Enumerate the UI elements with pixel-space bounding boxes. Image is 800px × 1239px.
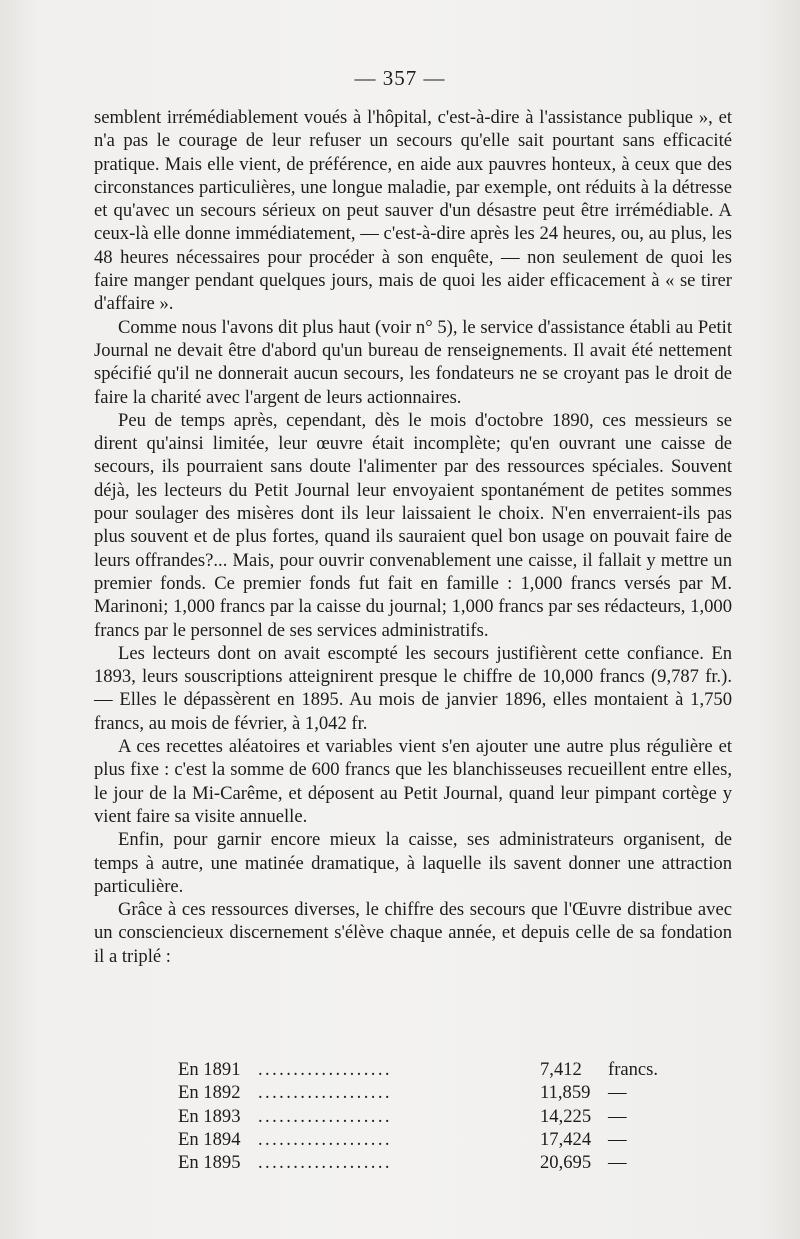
table-year: En 1894 — [178, 1128, 241, 1150]
paragraph-3: Peu de temps après, cependant, dès le mois d'octobre 1890, ces messieurs se dirent qu'ainsi limitée, leur œuvre était incomplète; qu'en ouvrant une caisse de secours, ils pourraient sans doute l'alimenter par des ressources spéciales. Souvent déjà, les lecteurs du Petit Journal leur envoyaient spontanément de petites sommes pour soulager des misères dont ils leur laissaient le choix. N'en enverraient-ils pas plus souvent et de plus fortes, quand ils sauraient quel bon usage on pouvait faire de leurs offrandes?... Mais, pour ouvrir convenablement une caisse, il fallait y mettre un premier fonds. Ce premier fonds fut fait en famille : 1,000 francs versés par M. Marinoni; 1,000 francs par la caisse du journal; 1,000 francs par ses rédacteurs, 1,000 francs par le personnel de ses services administratifs. — [94, 409, 732, 641]
table-year: En 1891 — [178, 1059, 241, 1080]
table-leader-dots: ................... — [258, 1059, 392, 1080]
page-number: — 357 — — [354, 66, 446, 90]
table-unit: — — [608, 1128, 627, 1150]
table-leader-dots: ................... — [258, 1152, 392, 1174]
table-unit: francs. — [608, 1059, 659, 1080]
table-year: En 1892 — [178, 1082, 241, 1104]
table-row — [178, 1105, 678, 1128]
table-value: 7,412 — [540, 1059, 582, 1080]
table-row — [178, 1058, 678, 1081]
paragraph-6: Enfin, pour garnir encore mieux la caisse, ses administrateurs organisent, de temps à autre, une matinée dramatique, à laquelle ils savent donner une attraction particulière. — [94, 829, 732, 897]
table-row — [178, 1081, 678, 1104]
paragraph-7: Grâce à ces ressources diverses, le chiffre des secours que l'Œuvre distribue avec un consciencieux discernement s'élève chaque année, et depuis celle de sa fondation il a triplé : — [94, 899, 732, 967]
table-year: En 1895 — [178, 1152, 241, 1174]
table-row — [178, 1151, 678, 1174]
table-leader-dots: ................... — [258, 1105, 392, 1127]
table-unit: — — [608, 1105, 627, 1127]
paragraph-5: A ces recettes aléatoires et variables vient s'en ajouter une autre plus régulière et plus fixe : c'est la somme de 600 francs que les blanchisseuses recueillent entre elles, le jour de la Mi-Carême, et déposent au Petit Journal, quand leur pimpant cortège y vient faire sa visite annuelle. — [94, 736, 732, 827]
table-value: 14,225 — [540, 1105, 592, 1127]
table-value: 11,859 — [540, 1082, 591, 1104]
table-row — [178, 1128, 678, 1151]
table-unit: — — [608, 1082, 627, 1104]
table-unit: — — [608, 1152, 627, 1174]
yearly-relief-table — [178, 1058, 678, 1174]
table-leader-dots: ................... — [258, 1082, 392, 1104]
table-value: 17,424 — [540, 1128, 592, 1150]
body-text — [94, 106, 732, 968]
paragraph-1: semblent irrémédiablement voués à l'hôpital, c'est-à-dire à l'assistance publique », et n'a pas le courage de leur refuser un secours qu'elle sait pourtant sans efficacité pratique. Mais elle vient, de préférence, en aide aux pauvres honteux, à ceux que des circonstances particulières, une longue maladie, par exemple, ont réduits à la détresse et qu'avec un secours sérieux on peut sauver d'un désastre peut être irrémédiable. A ceux-là elle donne immédiatement, — c'est-à-dire après les 24 heures, ou, au plus, les 48 heures nécessaires pour procéder à son enquête, — non seulement de quoi les faire manger pendant quelques jours, mais de quoi les aider efficacement à « se tirer d'affaire ». — [94, 107, 732, 315]
paragraph-2: Comme nous l'avons dit plus haut (voir n° 5), le service d'assistance établi au Petit Journal ne devait être d'abord qu'un bureau de renseignements. Il avait été nettement spécifié qu'il ne donnerait aucun secours, les fondateurs ne se croyant pas le droit de faire la charité avec l'argent de leurs actionnaires. — [94, 316, 732, 408]
paragraph-4: Les lecteurs dont on avait escompté les secours justifièrent cette confiance. En 1893, leurs souscriptions atteignirent presque le chiffre de 10,000 francs (9,787 fr.). — Elles le dépassèrent en 1895. Au mois de janvier 1896, elles montaient à 1,750 francs, au mois de février, à 1,042 fr. — [94, 642, 732, 734]
table-value: 20,695 — [540, 1152, 592, 1174]
table-leader-dots: ................... — [258, 1128, 392, 1150]
table-year: En 1893 — [178, 1105, 241, 1127]
